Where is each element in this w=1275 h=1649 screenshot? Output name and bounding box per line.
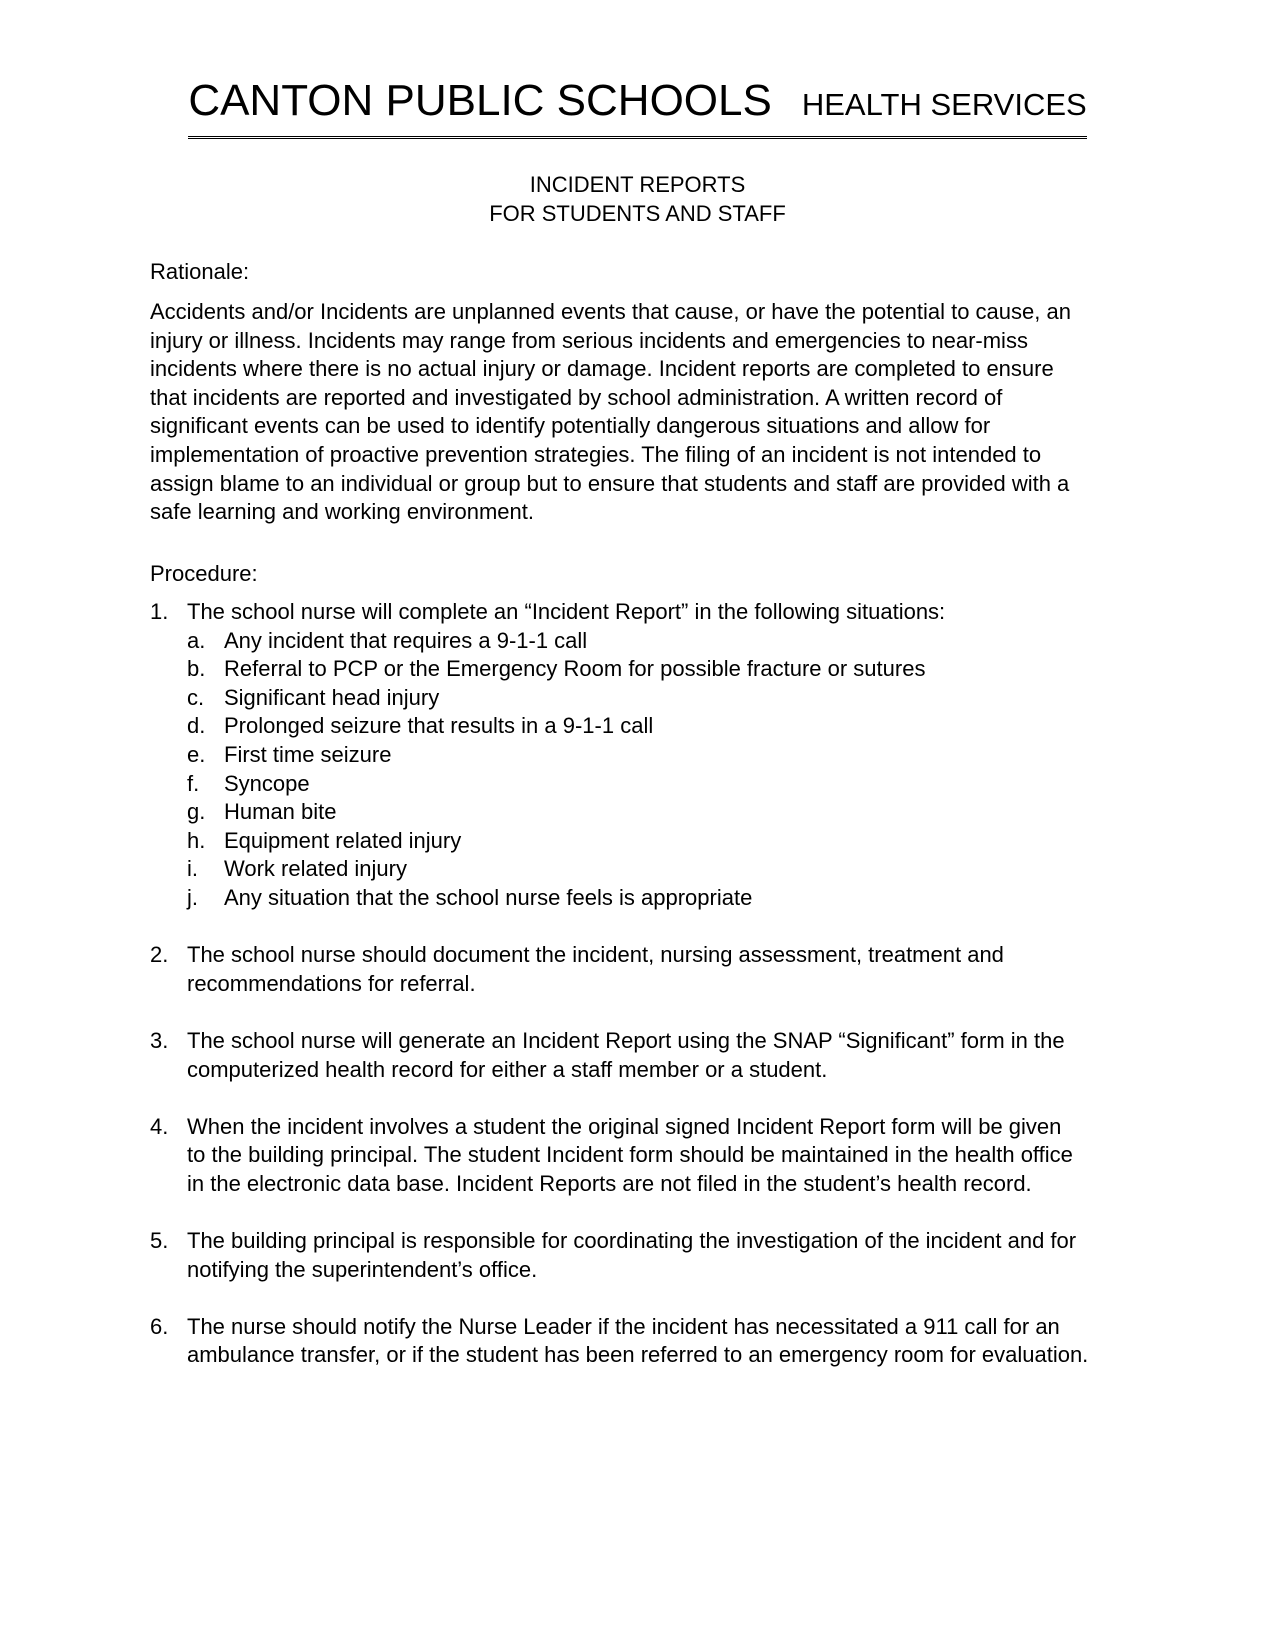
district-name: CANTON PUBLIC SCHOOLS <box>188 76 772 125</box>
item-number: 3. <box>150 1027 169 1053</box>
situation-item <box>187 827 1130 856</box>
situation-letter: a. <box>187 627 206 653</box>
document-title <box>0 170 1275 228</box>
item-text: The nurse should notify the Nurse Leader if the incident has necessitated a 911 call for an <box>187 1313 1060 1339</box>
header-underlined <box>188 76 1086 139</box>
situation-item <box>187 770 1130 799</box>
procedure-item <box>150 941 1130 998</box>
item-text: When the incident involves a student the original signed Incident Report form will be given <box>187 1113 1062 1139</box>
rationale-line: safe learning and working environment. <box>150 499 535 525</box>
situation-item <box>187 712 1130 741</box>
title-line-2: FOR STUDENTS AND STAFF <box>489 201 786 226</box>
rationale-line: that incidents are reported and investigated by school administration. A written record of <box>150 384 1003 410</box>
situation-letter: g. <box>187 799 206 825</box>
procedure-list <box>150 598 1130 1370</box>
item-number: 1. <box>150 599 169 624</box>
situation-text: Prolonged seizure that results in a 9-1-1 call <box>224 713 654 739</box>
situation-text: Work related injury <box>224 856 407 882</box>
item-text: The school nurse should document the incident, nursing assessment, treatment and <box>187 942 1004 968</box>
spacer <box>150 998 1130 1027</box>
procedure-item <box>150 598 1130 913</box>
item-text: recommendations for referral. <box>187 970 476 996</box>
item-text: to the building principal. The student Incident form should be maintained in the health office <box>187 1142 1073 1168</box>
situation-item <box>187 884 1130 913</box>
procedure-item <box>150 1113 1130 1199</box>
rationale-line: implementation of proactive prevention strategies. The filing of an incident is not intended to <box>150 441 1042 467</box>
spacer <box>150 913 1130 942</box>
situation-item <box>187 655 1130 684</box>
item-text: in the electronic data base. Incident Reports are not filed in the student’s health record. <box>187 1170 1032 1196</box>
situation-letter: e. <box>187 741 206 767</box>
department-name: HEALTH SERVICES <box>801 87 1087 122</box>
situation-text: Significant head injury <box>224 684 440 710</box>
rationale-heading: Rationale: <box>150 259 250 284</box>
item-text: The school nurse will complete an “Incident Report” in the following situations: <box>187 599 946 624</box>
situation-item <box>187 684 1130 713</box>
rationale-line: incidents where there is no actual injury or damage. Incident reports are completed to ensure <box>150 356 1054 382</box>
item-number: 5. <box>150 1228 169 1254</box>
procedure-heading: Procedure: <box>150 561 258 586</box>
situation-item <box>187 798 1130 827</box>
situation-letter: j. <box>187 884 198 910</box>
item-text: ambulance transfer, or if the student has been referred to an emergency room for evaluation. <box>187 1342 1089 1368</box>
situation-letter: f. <box>187 770 200 796</box>
situation-letter: i. <box>187 856 198 882</box>
item-text: notifying the superintendent’s office. <box>187 1256 538 1282</box>
situation-item <box>187 627 1130 656</box>
situation-text: Referral to PCP or the Emergency Room for possible fracture or sutures <box>224 656 926 682</box>
spacer <box>150 1284 1130 1313</box>
spacer <box>150 1198 1130 1227</box>
situation-item <box>187 855 1130 884</box>
rationale-line: significant events can be used to identify potentially dangerous situations and allow for <box>150 413 991 439</box>
item-text: The school nurse will generate an Incident Report using the SNAP “Significant” form in the <box>187 1027 1065 1053</box>
rationale-paragraph <box>150 298 1110 527</box>
item-number: 6. <box>150 1313 169 1339</box>
item-number: 4. <box>150 1113 169 1139</box>
rationale-line: Accidents and/or Incidents are unplanned events that cause, or have the potential to cause, an <box>150 299 1071 324</box>
rationale-line: injury or illness. Incidents may range from serious incidents and emergencies to near-miss <box>150 327 1028 353</box>
situation-text: Any situation that the school nurse feels is appropriate <box>224 884 753 910</box>
procedure-item <box>150 1313 1130 1370</box>
situation-text: Syncope <box>224 770 310 796</box>
situation-text: Equipment related injury <box>224 827 462 853</box>
situation-text: First time seizure <box>224 741 392 767</box>
procedure-item <box>150 1027 1130 1084</box>
document-header <box>0 76 1275 139</box>
situation-item <box>187 741 1130 770</box>
item-text: The building principal is responsible for coordinating the investigation of the incident and for <box>187 1228 1077 1254</box>
item-text: computerized health record for either a staff member or a student. <box>187 1056 828 1082</box>
situation-letter: h. <box>187 827 206 853</box>
procedure-item <box>150 1227 1130 1284</box>
situation-letter: c. <box>187 684 205 710</box>
item-number: 2. <box>150 942 169 968</box>
spacer <box>150 1084 1130 1113</box>
title-line-1: INCIDENT REPORTS <box>529 172 746 197</box>
situation-text: Any incident that requires a 9-1-1 call <box>224 627 588 653</box>
situation-letter: d. <box>187 713 206 739</box>
situation-list <box>187 627 1130 913</box>
rationale-line: assign blame to an individual or group but to ensure that students and staff are provided with a <box>150 470 1070 496</box>
situation-text: Human bite <box>224 799 337 825</box>
situation-letter: b. <box>187 656 206 682</box>
